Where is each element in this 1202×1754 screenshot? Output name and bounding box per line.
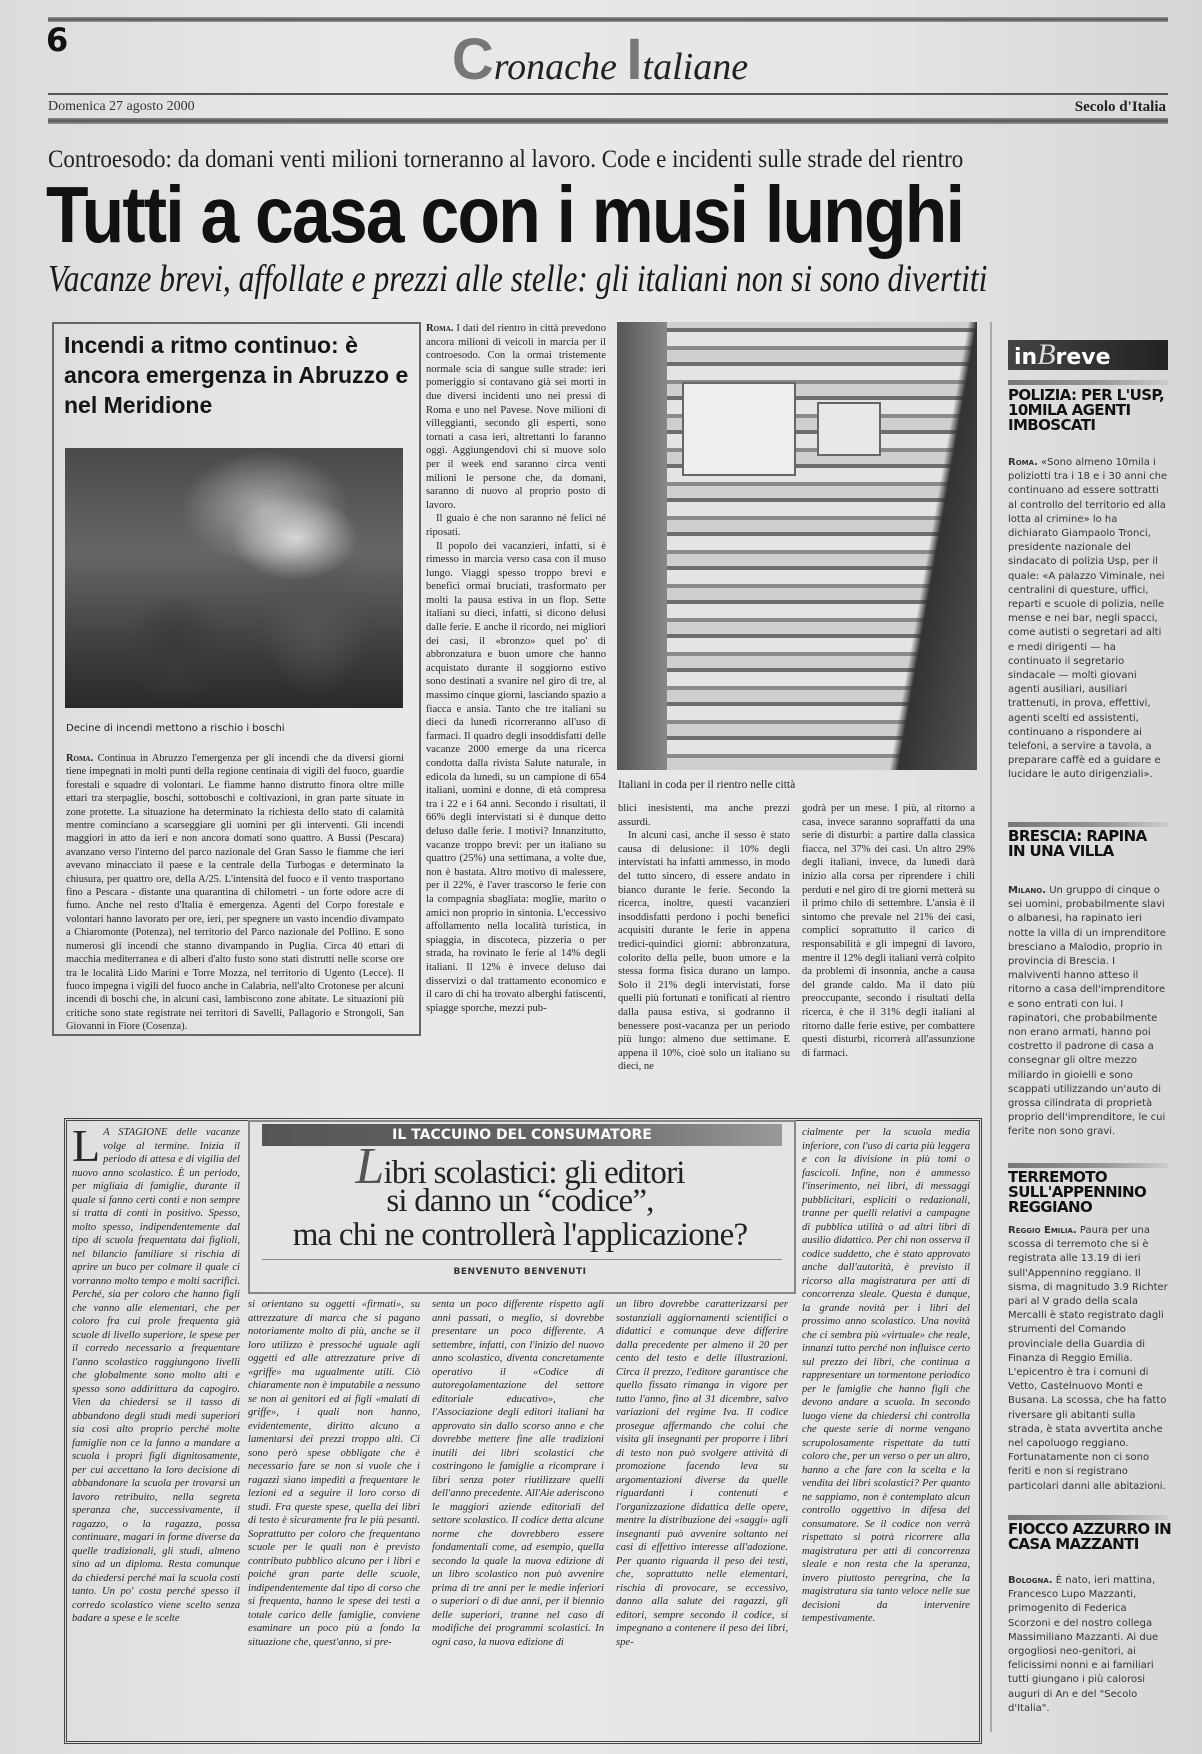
lead-column-3: [802, 802, 975, 1059]
consumer-headline-line-1: [250, 1138, 790, 1195]
sidebar-left-rule: [990, 322, 992, 1732]
lead-headline: Tutti a casa con i musi lunghi: [46, 170, 964, 259]
truck-shape: [817, 402, 881, 456]
lead-subhead: Vacanze brevi, affollate e prezzi alle stelle: gli italiani non si sono divertiti: [48, 258, 988, 300]
brief-body-brescia: [1008, 884, 1168, 1156]
guardrail: [617, 322, 667, 770]
brief-title-brescia: BRESCIA: RAPINA IN UNA VILLA: [1008, 827, 1147, 860]
fires-photo-caption: Decine di incendi mettono a rischio i boschi: [66, 723, 285, 734]
consumer-text: cialmente per la scuola media inferiore, con l'uso di carta più leggera e con la divisione in più tomi o fascicoli. Infine, non è ammesso l'inserimento, nei libri, di messaggi pubblicitari, espliciti o redazionali, tranne per quelli relativi a campagne di pubblica utilità o ad altri libri di ausilio didattico. Per chi non osserva il codice suddetto, che è stato approvato anche dall'autorità, è previsto il ricorso alla magistratura per atti di concorrenza sleale. Questa è dunque, la grande novità per i libri del prossimo anno scolastico. Una novità che ci sembra più «virtuale» che reale, innanzi tutto perché non influisce certo sul prezzo dei libri, che continua a rappresentare un tormentone periodico per le famiglie che hanno figli che devono andare a scuola. In secondo luogo viene da chiedersi chi controlla che queste serie di norme vengano scrupolosamente rispettate da tutti coloro che, per un verso o per un altro, hanno a che fare con la scelta e la vendita dei libri scolastici? Per quanto ne sappiamo, non è contemplato alcun controllo oggettivo in difesa del consumatore. Se il codice non verrà rispettato si potrà ricorrere alla magistratura per atti di concorrenza sleale e non resta che la speranza, invero piuttosto peregrina, che la magistratura sia tanto veloce nelle sue decisioni da intervenire tempestivamente.: [802, 1127, 970, 1624]
brief-dateline: Reggio Emilia.: [1008, 1225, 1077, 1236]
consumer-column-1: [72, 1120, 240, 1730]
consumer-text: un libro dovrebbe caratterizzarsi per sostanziali aggiornamenti scientifici o didattici e comunque deve differire dalla precedente per almeno il 20 per cento del testo e delle illustrazioni. Circa il prezzo, l'editore garantisce che quello fissato rimanga in vigore per tutto l'anno, fino al 31 dicembre, salvo variazioni del regime Iva. Il codice prosegue affermando che colui che visita gli insegnanti per proporre i libri di testo non può svolgere attività di promozione facendo leva su argomentazioni diverse da quelle riguardanti i contenuti e l'organizzazione didattica delle opere, mentre la distribuzione dei «saggi» agli insegnanti può avvenire soltanto nei casi di effettivo interesse all'adozione. Per quanto riguarda il peso dei testi, che, soprattutto nelle elementari, rischia di provocare, se eccessivo, danno alla salute dei ragazzi, gli editori, sempre secondo il codice, si impegnano a contenere il peso dei libri, spe-: [616, 1299, 788, 1648]
issue-date: Domenica 27 agosto 2000: [48, 99, 195, 114]
brief-body-terremoto: [1008, 1224, 1168, 1508]
consumer-column-3: [432, 1298, 604, 1732]
consumer-text: senta un poco differente rispetto agli anni passati, o meglio, si dovrebbe presentare un poco differente. A settembre, infatti, con l'inizio del nuovo anno scolastico, diventa concretamente operativo il «Codice di autoregolamentazione del settore editoriale educativo», che l'Associazione degli editori italiani ha approvato sin dallo scorso anno e che dovrebbe mettere fine alle tradizioni inutili dei libri scolastici che costringono le famiglie a ricomprare i libri senza poter riutilizzare quelli dell'anno precedente. All'Aie aderiscono le maggiori aziende editoriali del settore scolastico. Il codice detta alcune norme che dovrebbero essere fondamentali come, ad esempio, quella secondo la quale la nuova edizione di un libro scolastico non può avvenire prima di tre anni per le medie inferiori o superiori o di due anni, per il biennio delle superiori, tranne nel caso di modifiche dei programmi scolastici. In ogni caso, la nuova edizione di: [432, 1299, 604, 1648]
in-breve-label-in: in: [1014, 345, 1038, 370]
brief-text: Paura per una scossa di terremoto che si è registrata alle 13.19 di ieri sull'Appennino reggiano. Il sisma, di magnitudo 3.9 Richter pari al V grado della scala Mercalli è stato registrato dagli strumenti del Comando provinciale della Guardia di Finanza di Reggio Emilia. L'epicentro è tra i comuni di Vetto, Castelnuovo Monti e Busana. La scossa, che ha fatto riversare gli abitanti sulla strada, è stata avvertita anche nel capoluogo reggiano. Fortunatamente non ci sono feriti e non si registrano particolari danni alle abitazioni.: [1008, 1225, 1168, 1492]
brief-dateline: Milano.: [1008, 885, 1047, 896]
masthead-bottom-rule: [48, 118, 1168, 124]
brief-text: Un gruppo di cinque o sei uomini, probabilmente slavi o albanesi, ha rapinato ieri notte la villa di un imprenditore bresciano a Malodio, proprio in provincia di Brescia. I malviventi hanno atteso il ritorno a casa dell'imprenditore e sono entrati con lui. I rapinatori, che probabilmente non erano armati, hanno poi costretto il padrone di casa a consegnar gli oltre mezzo miliardo in gioielli e sono scappati utilizzando un'auto di grossa cilindrata di proprietà proprio dell'imprenditore, le cui ferite non sono gravi.: [1008, 885, 1166, 1138]
in-breve-label-b: B: [1037, 338, 1056, 371]
brief-title-terremoto: TERREMOTO SULL'APPENNINO REGGIANO: [1008, 1168, 1147, 1216]
truck-shape: [682, 382, 796, 476]
lead-paragraph: Il popolo dei vacanzieri, infatti, si è rimesso in marcia verso casa con il muso lungo. Viaggi spesso troppo brevi e benefici ormai bruciati, trasformato per molti la pausa estiva in un flop. Sette italiani su dieci, infatti, si dicono delusi dalle ferie. E anche il ricordo, nei migliori dei casi, il «bronzo» quel po' di abbronzatura e buon umore che hanno acquistato durante il soggiorno estivo sono destinati a svanire nel giro di tre, al massimo cinque giorni, lasciando spazio a fiacca e ansia. Tanto che tre italiani su dieci da lunedì ricorreranno all'uso di farmaci. Il quadro degli insoddisfatti delle vacanze 2000 emerge da una ricerca condotta dalla rivista Salute naturale, in edicola da lunedì, su un campione di 654 italiani, uomini e donne, di età compresa tra i 22 e i 64 anni. Secondo i risultati, il 66% degli intervistati si è dunque detto deluso dalle ferie. I motivi? Innanzitutto, vacanze troppo brevi: per un italiano su quattro (25%) una settimana, a volte due, non è bastata. Altro motivo di malessere, per il 22%, è l'aver trascorso le ferie con la compagnia sbagliata: moglie, marito o amici non proprio in sintonia. L'eccessivo affollamento nella località turistica, in spiaggia, in discoteca, pizzeria o per strada, ha rovinato le ferie al 14% degli italiani. Il 12% è invece deluso dai disservizi o dal trattamento economico e il caro di chi ha trovato alberghi fatiscenti, spiagge sporche, mezzi pub-: [426, 540, 606, 1014]
brief-title-polizia: POLIZIA: PER L'USP, 10MILA AGENTI IMBOSCATI: [1008, 386, 1165, 434]
in-breve-banner: [1008, 340, 1168, 370]
brief-body-polizia: [1008, 456, 1168, 814]
brief-text: «Sono almeno 10mila i poliziotti tra i 18 e i 30 anni che continuano ad essere sottratti al controllo del territorio ed alla lotta al crimine» lo ha dichiarato Giampaolo Tronci, presidente nazionale del sindacato di polizia Usp, per il quale: «A palazzo Viminale, nei centralini di questure, uffici, reparti e scuole di polizia, nelle mense e nei bar, negli spacci, come autisti o segretari ad alti e medi dirigenti — ha continuato il segretario sindacale — molti giovani agenti ausiliari, ausiliari trattenuti, in prova, effettivi, agenti scelti ed assistenti, continuano a rispondere ai telefoni, a servire a tavola, a preparare caffè ed a guidare e lucidare le auto dirigenziali».: [1008, 457, 1168, 781]
top-rule: [48, 17, 1168, 22]
lead-dateline: Roma.: [426, 323, 454, 334]
consumer-text: A STAGIONE delle vacanze volge al termine. Inizia il periodo di attesa e di vigilia del nuovo anno scolastico. È un periodo, per migliaia di famiglie, durante il quale si fanno certi conti e non sempre si tratta di conti in positivo. Spesso, molto spesso, indipendentemente dal tipo di scuola frequentata dai figlioli, nel bilancio familiare si rischia di aprire un buco per colmare il quale ci vorranno molto tempo e molti sacrifici. Perché, sia per coloro che hanno figli che vanno alle elementari, che per coloro fra cui prole frequenta già scuole di livello superiore, le spese per il corredo necessario a frequentare l'anno scolastico raggiungono livelli che globalmente sono molto alti e spesso sono addirittura da capogiro. Vien da chiedersi se il tasso di abbandono degli studi medi superiori sia così alto proprio perché molte famiglie non ce la fanno a mandare a scuola i propri figli dignitosamente, per cui accettano la loro decisione di abbandonare la scuola per trovarsi un lavoro retribuito, nella segreta speranza che, successivamente, il ragazzo, o la ragazza, possa continuare, magari in forme diverse da quelle tradizionali, gli studi, almeno sino ad un diploma. Resta comunque da chiedersi perché mai la scuola costi tanto. Un po' costa perché spesso il corredo scolastico viene scelto senza badare a spese e le scelte: [72, 1127, 240, 1624]
consumer-column-2: [248, 1298, 420, 1732]
lead-column-2: [618, 802, 790, 1073]
consumer-text: si orientano su oggetti «firmati», su attrezzature di marca che si pagano notoriamente molto di più, anche se il loro utilizzo è pressoché uguale agli oggetti ed alle attrezzature prive di «griffe» ma ugualmente utili. Ciò chiaramente non è imputabile a nessuno se non ai genitori ed ai figli «malati di griffe», i quali non hanno, evidentemente, diritto alcuno a lamentarsi dei prezzi troppo alti. Ci sono però spese obbligate che è necessario fare se non si vuole che i ragazzi siano impediti a frequentare le lezioni ed a seguire il loro corso di studi. Fra queste spese, quella dei libri di testo è sicuramente fra le più pesanti. Soprattutto per coloro che frequentano scuole per le quali non è previsto contributo pubblico alcuno per i libri e poiché gran parte delle scuole, indipendentemente dal tipo di corso che si frequenta, hanno le spese dei testi a totale carico delle famiglie, conviene esaminare un poco più a fondo la situazione che, quest'anno, si pre-: [248, 1299, 420, 1648]
logo-text-2: taliane: [642, 46, 749, 88]
masthead-rule: [48, 93, 1168, 95]
byline-rule: [262, 1259, 782, 1260]
logo-initial-c: C: [451, 27, 494, 92]
brief-dateline: Roma.: [1008, 457, 1038, 468]
consumer-dropcap: L: [72, 1120, 101, 1171]
consumer-headline-line-2: si danno un “codice”,: [386, 1183, 654, 1219]
traffic-photo-caption: Italiani in coda per il rientro nelle città: [618, 779, 796, 791]
lead-kicker: Controesodo: da domani venti milioni torneranno al lavoro. Code e incidenti sulle strade del rientro: [48, 146, 964, 173]
logo-initial-i: I: [626, 27, 643, 92]
fires-body: [66, 752, 404, 1033]
consumer-column-4: [616, 1298, 788, 1732]
forest-fire-photo: [65, 448, 403, 708]
consumer-column-5: [802, 1126, 970, 1732]
brief-title-fiocco: FIOCCO AZZURRO IN CASA MAZZANTI: [1008, 1520, 1172, 1553]
brief-dateline: Bologna.: [1008, 1575, 1053, 1586]
fires-dateline: Roma.: [66, 753, 94, 764]
lead-paragraph: godrà per un mese. I più, al ritorno a casa, invece saranno sopraffatti da una serie di disturbi: a partire dalla classica fiacca, nel 37% dei casi. Un altro 29% degli italiani, invece, da lunedì darà inizio alla corsa per riprendere i chili perduti e nel giro di tre giorni metterà su il primo chilo di settembre. L'ansia è il sintomo che prevale nel 21% dei casi, complici soprattutto il carico di responsabilità e gli impegni di lavoro, mentre il 12% degli italiani verrà colpito da problemi di insonnia, anche a causa del grande caldo. Ma il dato più preoccupante, secondo i risultati della ricerca, è che il 31% degli italiani al ritorno dalle ferie estive, per combattere questi disturbi, ricorrerà all'assunzione di farmaci.: [802, 803, 975, 1059]
newspaper-name: Secolo d'Italia: [1074, 99, 1166, 115]
fires-headline: Incendi a ritmo continuo: è ancora emergenza in Abruzzo e nel Meridione: [64, 332, 409, 418]
fires-body-text: Continua in Abruzzo l'emergenza per gli incendi che da diversi giorni tiene impegnati in molti punti della regione centinaia di vigili del fuoco, guardie forestali e squadre di volontari. Le fiamme hanno distrutto finora oltre mille ettari tra sterpaglie, boschi, sottoboschi e coltivazioni, in gran parte situate in zone protette. La situazione ha determinato la richiesta dello stato di calamità mentre cominciano a scarseggiare gli uomini per gli interventi. Gli incendi maggiori in atto da ieri e non ancora domati sono quattro. A Bussi (Pescara) avanzano verso l'interno del parco nazionale del Gran Sasso le fiamme che ieri avevano minacciato il paese e la centrale della Turbogas e determinato la chiusura, per quattro ore, della A/25. L'intensità del fuoco e il vento trasportano fino a Pescara - distante una quarantina di chilometri - un forte odore acre di fumo. Anche nel resto d'Italia è emergenza. Agenti del Corpo forestale e volontari hanno lavorato per ore, ieri, per spegnere un vasto incendio divampato a Chiaromonte (Potenza), nel territorio del Parco nazionale del Pollino. E sono numerosi gli incendi che stanno divampando in Puglia. Circa 40 ettari di macchia mediterranea e di alberi d'alto fusto sono stati distrutti nelle scorse ore tra le località Lido Marini e Torre Mozza, nel territorio di Ugento (Lecce). Il fuoco impegna i vigili del fuoco anche in Calabria, nell'alto Crotonese per alcuni incendi di boschi che, in alcuni casi, lambiscono zone abitate. Le situazioni più critiche sono state registrate nei territori di Savelli, Pallagorio e Strongoli, San Giovanni in Fiore (Cosenza).: [66, 753, 404, 1033]
logo-text-1: ronache: [493, 46, 627, 88]
page-number: 6: [46, 21, 69, 59]
section-title-logo: [420, 27, 780, 92]
lead-paragraph: Il guaio è che non saranno né felici né riposati.: [426, 513, 606, 538]
brief-body-fiocco: [1008, 1574, 1168, 1732]
lead-column-1: [426, 322, 606, 1030]
brief-divider: [1008, 380, 1168, 385]
consumer-headline: [250, 1138, 790, 1253]
lead-paragraph: I dati del rientro in città prevedono ancora milioni di veicoli in marcia per il controesodo. Con la ormai tristemente normale scia di sangue sulle strade: ieri pomeriggio si contavano già sei morti in due diversi incidenti uno nei pressi di Roma e uno nel Pavese. Nove milioni di villeggianti, secondo gli esperti, sono tornati a casa ieri, altrettanti lo faranno oggi. Aggiungendovi chi si muove solo per il week end saranno circa venti milioni le persone che, da domani, saranno di nuovo al proprio posto di lavoro.: [426, 323, 607, 511]
consumer-section-label: IL TACCUINO DEL CONSUMATORE: [262, 1124, 782, 1146]
lead-paragraph: blici inesistenti, ma anche prezzi assurdi.: [618, 803, 790, 828]
lead-paragraph: In alcuni casi, anche il sesso è stato causa di delusione: il 10% degli intervistati ha infatti ammesso, in modo del tutto sincero, di essere andato in bianco durante le ferie. Secondo la ricerca, inoltre, questi vacanzieri insoddisfatti perdono i pochi benefici acquisiti durante le ferie in appena tredici-quindici giorni: abbronzatura, colorito della pelle, buon umore e la stessa forma fisica durano un lampo. Solo il 21% degli intervistati, forse quelli più fortunati e tonificati al rientro dalla pausa estiva, si godranno il benessere post-vacanza per un periodo più lungo: almeno due settimane. E appena il 10%, cioè solo un italiano su dieci, ne: [618, 830, 790, 1073]
in-breve-label-reve: reve: [1055, 345, 1111, 370]
consumer-headline-text: ibri scolastici: gli editori: [383, 1155, 685, 1191]
consumer-headline-line-3: ma chi ne controllerà l'applicazione?: [292, 1217, 748, 1253]
brief-text: È nato, ieri mattina, Francesco Lupo Mazzanti, primogenito di Federica Scorzoni e del nostro collega Massimiliano Mazzanti. Ai due orgogliosi neo-genitori, ai felicissimi nonni e ai familiari tutti giungano i più calorosi auguri di An e del "Secolo d'Italia".: [1008, 1575, 1159, 1714]
traffic-jam-photo: [617, 322, 977, 770]
consumer-headline-initial: L: [355, 1138, 384, 1195]
consumer-byline: BENVENUTO BENVENUTI: [453, 1267, 587, 1277]
